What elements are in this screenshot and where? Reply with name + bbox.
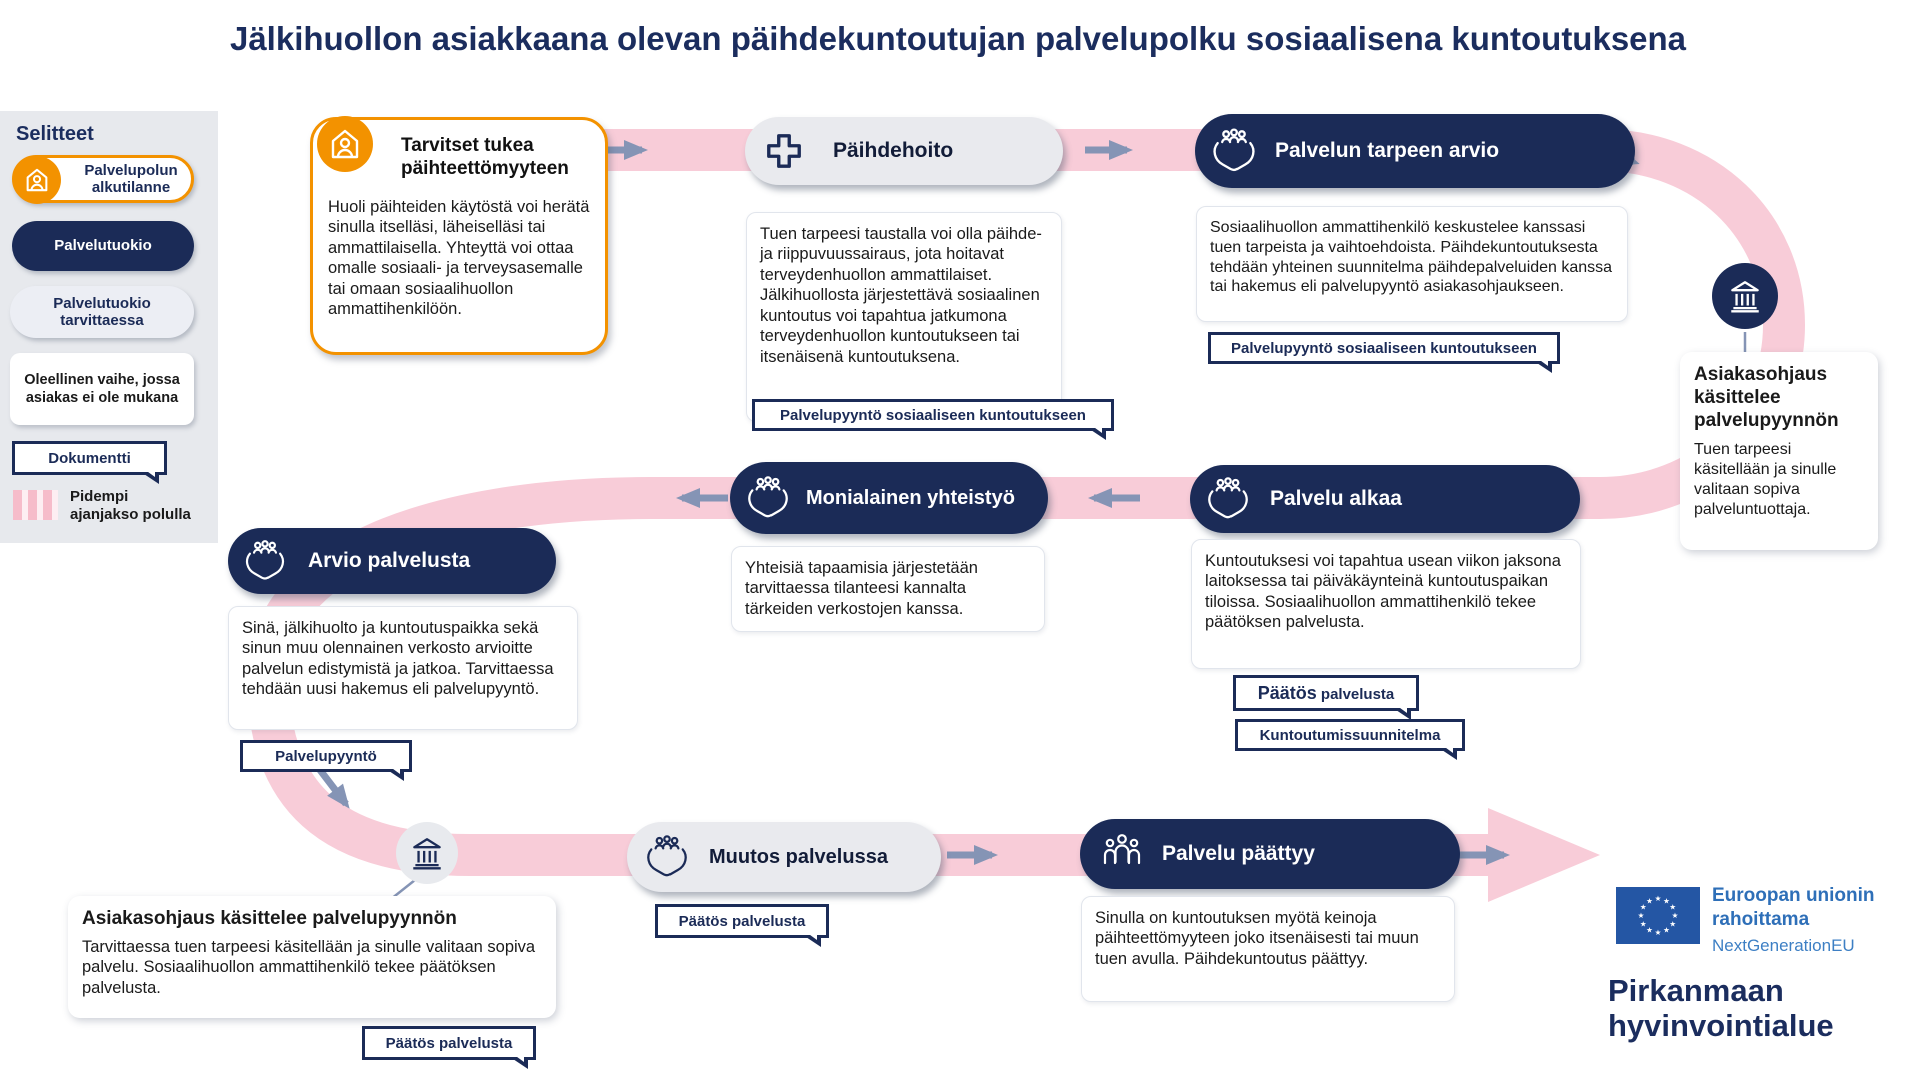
stage-palvelu-alkaa-pill: [1190, 465, 1580, 533]
card-body: Tarvittaessa tuen tarpeesi käsitellään ja sinulle valitaan sopiva palvelu. Sosiaalihuollon ammattihenkilö tekee päätöksen palvelusta.: [82, 937, 536, 997]
path-end-arrowhead: [1488, 808, 1600, 902]
legend-tuokio-pill: Palvelutuokio: [12, 221, 194, 271]
document-tag: Päätös palvelusta: [1233, 675, 1419, 711]
asiakasohjaus-right-card: [1680, 352, 1878, 550]
stage-start-box: [310, 117, 608, 355]
stage-paattyy-body: Sinulla on kuntoutuksen myötä keinoja päihteettömyyteen joko itsenäisesti tai muun tuen avulla. Päihdekuntoutus päättyy.: [1081, 896, 1455, 1002]
hands-holding-people-icon: [742, 472, 794, 524]
stage-arvio-body: Sinä, jälkihuolto ja kuntoutuspaikka sekä sinun muu olennainen verkosto arvioitte palvelun edistymistä ja jatkoa. Tarvittaessa tehdään uusi hakemus eli palvelupyyntö.: [228, 606, 578, 730]
stage-monialainen-pill: [730, 462, 1048, 534]
stage-paattyy-label: Palvelu päättyy: [1162, 842, 1315, 865]
svg-text:★: ★: [1663, 925, 1670, 935]
stage-monialainen-body: Yhteisiä tapaamisia järjestetään tarvittaessa tilanteesi kannalta tärkeiden verkostojen kanssa.: [731, 546, 1045, 632]
document-tag: Palvelupyyntö sosiaaliseen kuntoutukseen: [1208, 332, 1560, 364]
svg-text:★: ★: [1639, 902, 1647, 912]
eu-flag-icon: [1616, 887, 1700, 949]
svg-text:★: ★: [1669, 902, 1677, 912]
legend-start-label: Palvelupolun alkutilanne: [84, 161, 178, 196]
card-title: Asiakasohjaus käsittelee palvelupyynnön: [82, 908, 457, 929]
stage-monialainen-label: Monialainen yhteistyö: [806, 486, 1015, 509]
card-body: Tuen tarpeesi käsitellään ja sinulle valitaan sopiva palveluntuottaja.: [1694, 441, 1837, 518]
hands-holding-people-icon: [240, 536, 290, 586]
svg-text:★: ★: [1646, 896, 1653, 906]
card-title: Asiakasohjaus käsittelee palvelupyynnön: [1694, 364, 1839, 431]
bank-icon: [396, 822, 458, 884]
stage-tarpeen-arvio-body: Sosiaalihuollon ammattihenkilö keskustelee kanssasi tuen tarpeista ja vaihtoehdoista. Päihdekuntoutuksesta tehdään yhteinen suunnitelma päihdepalveluiden kanssa tai hakemus eli palvelupyyntö asiakasohjaukseen.: [1196, 206, 1628, 322]
stage-tarpeen-arvio-pill: [1195, 114, 1635, 188]
legend-long-period-label: Pidempi ajanjakso polulla: [70, 488, 191, 523]
stage-paihdehoito-pill: [745, 117, 1063, 185]
bank-icon: [1712, 263, 1778, 329]
legend-panel: [0, 111, 218, 543]
stage-paihdehoito-label: Päihdehoito: [833, 139, 954, 162]
legend-heading: Selitteet: [16, 123, 94, 145]
eu-funding-text: Euroopan unionin rahoittama NextGenerationEU: [1712, 885, 1875, 955]
home-person-icon: [13, 156, 61, 204]
svg-text:★: ★: [1671, 911, 1679, 920]
svg-text:★: ★: [1646, 925, 1653, 935]
stage-paattyy-pill: [1080, 819, 1460, 889]
three-people-icon: [1098, 830, 1146, 878]
legend-essential-box: Oleellinen vaihe, jossa asiakas ei ole mukana: [10, 353, 194, 425]
document-tag: Kuntoutumissuunnitelma: [1235, 719, 1465, 751]
legend-document-tag: Dokumentti: [12, 441, 167, 475]
stage-start-title: Tarvitset tukea päihteettömyyteen: [401, 135, 569, 179]
medical-cross-icon: [763, 130, 805, 172]
stage-arvio-label: Arvio palvelusta: [308, 549, 471, 572]
stage-palvelu-alkaa-label: Palvelu alkaa: [1270, 487, 1402, 510]
svg-text:★: ★: [1654, 894, 1662, 903]
long-period-swatch-icon: [13, 490, 58, 520]
document-tag: Palvelupyyntö: [240, 740, 412, 772]
hands-holding-people-icon: [1202, 473, 1254, 525]
stage-tarpeen-arvio-label: Palvelun tarpeen arvio: [1275, 139, 1500, 162]
svg-text:★: ★: [1654, 928, 1662, 937]
document-tag: Päätös palvelusta: [655, 904, 829, 938]
svg-text:★: ★: [1669, 919, 1677, 929]
nextgeneu-label: NextGenerationEU: [1712, 935, 1855, 955]
hands-holding-people-icon: [641, 831, 693, 883]
asiakasohjaus-bottom-card: [68, 896, 556, 1018]
stage-muutos-label: Muutos palvelussa: [709, 845, 888, 868]
svg-text:★: ★: [1663, 896, 1670, 906]
document-tag: Päätös palvelusta: [362, 1026, 536, 1060]
legend-start-pill: [12, 155, 194, 203]
svg-text:★: ★: [1639, 919, 1647, 929]
page-title: Jälkihuollon asiakkaana olevan päihdekuntoutujan palvelupolku sosiaalisena kuntoutuksena: [229, 20, 1687, 57]
organization-logo-text: Pirkanmaan hyvinvointialue: [1608, 973, 1834, 1044]
hands-holding-people-icon: [1207, 124, 1261, 178]
stage-start-body: Huoli päihteiden käytöstä voi herätä sinulla itselläsi, läheiselläsi tai ammattilaisella. Yhteyttä voi ottaa omalle sosiaali- ja terveysasemalle tai omaan sosiaalihuollon ammattihenkilöön.: [328, 198, 590, 319]
stage-muutos-pill: [627, 822, 941, 892]
stage-paihdehoito-body: Tuen tarpeesi taustalla voi olla päihde- ja riippuvuussairaus, jota hoitavat terveydenhuollon ammattilaiset. Jälkihuollosta järjestettävä sosiaalinen kuntoutus voi tapahtua jatkumona terveydenhuollon kuntoutukseen tai itsenäisenä kuntoutuksena.: [746, 212, 1062, 422]
stage-arvio-pill: [228, 528, 556, 594]
svg-text:★: ★: [1637, 911, 1645, 920]
stage-palvelu-alkaa-body: Kuntoutuksesi voi tapahtua usean viikon jaksona laitoksessa tai päiväkäynteinä kuntoutuspaikan tiloissa. Sosiaalihuollon ammattihenkilö tekee päätöksen palvelusta.: [1191, 539, 1581, 669]
legend-tuokio-tarvittaessa-pill: Palvelutuokio tarvittaessa: [10, 286, 194, 338]
document-tag: Palvelupyyntö sosiaaliseen kuntoutukseen: [752, 399, 1114, 431]
home-person-icon: [317, 116, 373, 172]
